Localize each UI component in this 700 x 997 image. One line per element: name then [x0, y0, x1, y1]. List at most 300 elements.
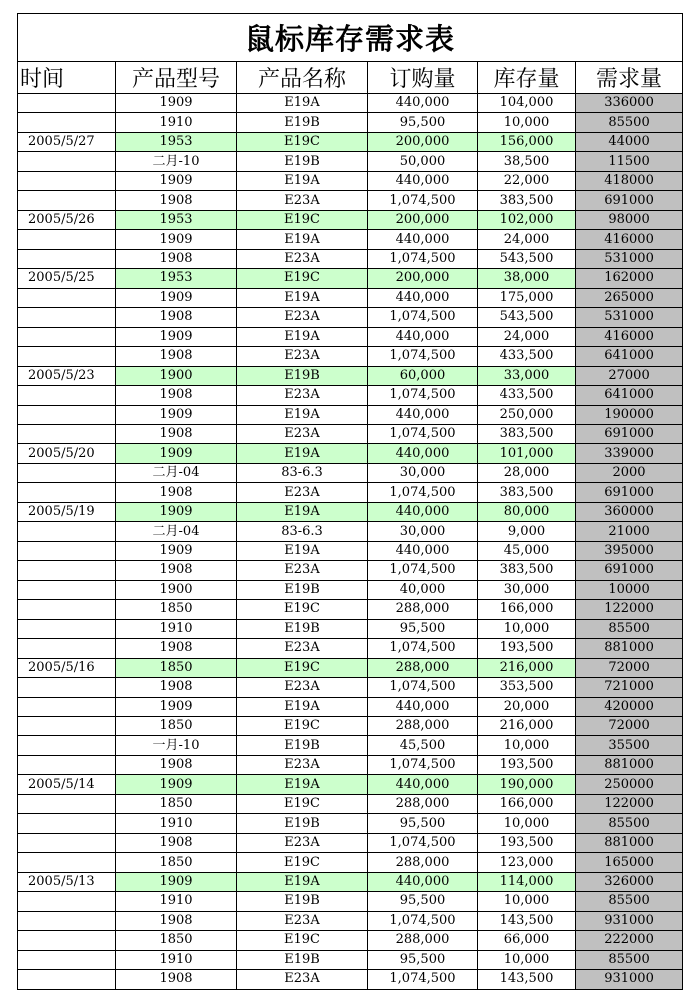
table-row: [18, 697, 683, 716]
cell-name: E19A: [237, 288, 368, 307]
cell-model: 1908: [116, 191, 237, 210]
cell-stock: 190,000: [478, 775, 576, 794]
table-row: [18, 580, 683, 599]
cell-name: E19A: [237, 502, 368, 521]
cell-name: E19C: [237, 132, 368, 151]
cell-order: 1,074,500: [368, 386, 478, 405]
cell-stock: 543,500: [478, 249, 576, 268]
cell-order: 440,000: [368, 288, 478, 307]
cell-model: 1850: [116, 853, 237, 872]
cell-time: [18, 833, 116, 852]
cell-demand: 10000: [576, 580, 683, 599]
cell-model: 1850: [116, 658, 237, 677]
cell-stock: 102,000: [478, 210, 576, 229]
cell-stock: 543,500: [478, 308, 576, 327]
cell-demand: 420000: [576, 697, 683, 716]
cell-time: 2005/5/16: [18, 658, 116, 677]
cell-time: [18, 892, 116, 911]
cell-name: E23A: [237, 191, 368, 210]
cell-demand: 531000: [576, 308, 683, 327]
cell-time: [18, 152, 116, 171]
table-row: [18, 210, 683, 229]
cell-order: 440,000: [368, 405, 478, 424]
cell-order: 30,000: [368, 463, 478, 482]
cell-model: 一月-10: [116, 736, 237, 755]
cell-order: 440,000: [368, 697, 478, 716]
cell-order: 95,500: [368, 619, 478, 638]
cell-stock: 10,000: [478, 736, 576, 755]
cell-time: 2005/5/19: [18, 502, 116, 521]
cell-name: E19C: [237, 658, 368, 677]
cell-demand: 265000: [576, 288, 683, 307]
cell-order: 1,074,500: [368, 424, 478, 443]
inventory-table: [17, 13, 683, 990]
cell-name: E19C: [237, 210, 368, 229]
cell-model: 1909: [116, 502, 237, 521]
cell-name: E23A: [237, 678, 368, 697]
cell-model: 1909: [116, 541, 237, 560]
cell-time: [18, 600, 116, 619]
table-row: [18, 950, 683, 969]
cell-demand: 85500: [576, 814, 683, 833]
cell-model: 1909: [116, 697, 237, 716]
table-row: [18, 892, 683, 911]
cell-time: [18, 424, 116, 443]
cell-stock: 193,500: [478, 755, 576, 774]
cell-time: [18, 249, 116, 268]
cell-time: [18, 580, 116, 599]
cell-name: E19A: [237, 94, 368, 113]
cell-stock: 193,500: [478, 833, 576, 852]
cell-time: [18, 911, 116, 930]
cell-demand: 85500: [576, 113, 683, 132]
cell-name: E23A: [237, 386, 368, 405]
cell-name: E23A: [237, 561, 368, 580]
cell-order: 1,074,500: [368, 678, 478, 697]
cell-model: 1909: [116, 405, 237, 424]
table-row: [18, 249, 683, 268]
header-stock: 库存量: [478, 62, 576, 94]
cell-demand: 122000: [576, 600, 683, 619]
cell-order: 95,500: [368, 113, 478, 132]
cell-time: [18, 308, 116, 327]
cell-order: 1,074,500: [368, 755, 478, 774]
cell-model: 1850: [116, 931, 237, 950]
cell-order: 440,000: [368, 327, 478, 346]
cell-demand: 85500: [576, 619, 683, 638]
cell-time: [18, 191, 116, 210]
cell-name: E19B: [237, 366, 368, 385]
cell-stock: 433,500: [478, 347, 576, 366]
cell-demand: 250000: [576, 775, 683, 794]
cell-order: 1,074,500: [368, 191, 478, 210]
cell-time: [18, 94, 116, 113]
cell-demand: 190000: [576, 405, 683, 424]
cell-demand: 98000: [576, 210, 683, 229]
cell-time: [18, 814, 116, 833]
cell-model: 1909: [116, 327, 237, 346]
cell-time: 2005/5/14: [18, 775, 116, 794]
cell-name: E19C: [237, 931, 368, 950]
cell-model: 1908: [116, 755, 237, 774]
cell-time: [18, 970, 116, 989]
cell-name: E23A: [237, 911, 368, 930]
cell-model: 1953: [116, 210, 237, 229]
cell-stock: 10,000: [478, 892, 576, 911]
cell-stock: 33,000: [478, 366, 576, 385]
inventory-sheet: [17, 13, 682, 990]
cell-order: 45,500: [368, 736, 478, 755]
cell-demand: 162000: [576, 269, 683, 288]
cell-time: [18, 561, 116, 580]
cell-demand: 531000: [576, 249, 683, 268]
cell-stock: 30,000: [478, 580, 576, 599]
cell-stock: 216,000: [478, 717, 576, 736]
cell-model: 1909: [116, 775, 237, 794]
cell-stock: 143,500: [478, 970, 576, 989]
cell-demand: 418000: [576, 171, 683, 190]
cell-order: 288,000: [368, 658, 478, 677]
table-title: 鼠标库存需求表: [18, 14, 683, 62]
cell-stock: 123,000: [478, 853, 576, 872]
cell-name: E19C: [237, 717, 368, 736]
cell-time: [18, 463, 116, 482]
cell-demand: 11500: [576, 152, 683, 171]
table-row: [18, 541, 683, 560]
cell-time: [18, 288, 116, 307]
cell-stock: 156,000: [478, 132, 576, 151]
cell-model: 1908: [116, 639, 237, 658]
cell-stock: 10,000: [478, 619, 576, 638]
cell-order: 1,074,500: [368, 911, 478, 930]
cell-model: 1908: [116, 561, 237, 580]
cell-order: 1,074,500: [368, 639, 478, 658]
cell-demand: 85500: [576, 950, 683, 969]
table-row: [18, 872, 683, 891]
cell-order: 95,500: [368, 814, 478, 833]
cell-demand: 336000: [576, 94, 683, 113]
cell-stock: 24,000: [478, 230, 576, 249]
cell-demand: 27000: [576, 366, 683, 385]
cell-demand: 339000: [576, 444, 683, 463]
cell-order: 1,074,500: [368, 970, 478, 989]
cell-demand: 931000: [576, 911, 683, 930]
cell-stock: 216,000: [478, 658, 576, 677]
table-row: [18, 911, 683, 930]
table-row: [18, 366, 683, 385]
cell-time: 2005/5/23: [18, 366, 116, 385]
cell-time: [18, 327, 116, 346]
cell-stock: 166,000: [478, 794, 576, 813]
cell-stock: 143,500: [478, 911, 576, 930]
cell-stock: 22,000: [478, 171, 576, 190]
header-time: 时间: [18, 62, 116, 94]
cell-name: E19C: [237, 269, 368, 288]
cell-time: [18, 386, 116, 405]
cell-model: 1908: [116, 249, 237, 268]
cell-name: E19A: [237, 405, 368, 424]
cell-order: 200,000: [368, 210, 478, 229]
table-row: [18, 931, 683, 950]
cell-order: 440,000: [368, 541, 478, 560]
header-row: [18, 62, 683, 94]
cell-name: E23A: [237, 424, 368, 443]
cell-stock: 20,000: [478, 697, 576, 716]
cell-order: 440,000: [368, 94, 478, 113]
cell-time: [18, 405, 116, 424]
cell-stock: 24,000: [478, 327, 576, 346]
table-row: [18, 113, 683, 132]
cell-name: E23A: [237, 833, 368, 852]
cell-model: 1910: [116, 619, 237, 638]
cell-order: 1,074,500: [368, 249, 478, 268]
cell-model: 1850: [116, 794, 237, 813]
table-row: [18, 327, 683, 346]
cell-model: 1908: [116, 911, 237, 930]
cell-order: 95,500: [368, 892, 478, 911]
cell-order: 30,000: [368, 522, 478, 541]
cell-time: [18, 347, 116, 366]
cell-stock: 383,500: [478, 561, 576, 580]
cell-stock: 101,000: [478, 444, 576, 463]
cell-order: 288,000: [368, 853, 478, 872]
cell-model: 二月-10: [116, 152, 237, 171]
table-row: [18, 191, 683, 210]
cell-demand: 21000: [576, 522, 683, 541]
cell-order: 288,000: [368, 600, 478, 619]
cell-demand: 44000: [576, 132, 683, 151]
cell-model: 1908: [116, 970, 237, 989]
cell-model: 二月-04: [116, 522, 237, 541]
cell-order: 1,074,500: [368, 483, 478, 502]
cell-name: E19A: [237, 444, 368, 463]
cell-time: [18, 483, 116, 502]
table-row: [18, 775, 683, 794]
cell-stock: 104,000: [478, 94, 576, 113]
cell-stock: 166,000: [478, 600, 576, 619]
table-row: [18, 600, 683, 619]
cell-demand: 641000: [576, 347, 683, 366]
cell-model: 1850: [116, 600, 237, 619]
cell-name: E19A: [237, 775, 368, 794]
cell-stock: 45,000: [478, 541, 576, 560]
cell-name: 83-6.3: [237, 522, 368, 541]
cell-order: 60,000: [368, 366, 478, 385]
cell-model: 1908: [116, 386, 237, 405]
cell-name: E23A: [237, 639, 368, 658]
cell-stock: 10,000: [478, 950, 576, 969]
table-row: [18, 171, 683, 190]
cell-demand: 691000: [576, 424, 683, 443]
cell-order: 40,000: [368, 580, 478, 599]
cell-time: 2005/5/25: [18, 269, 116, 288]
table-row: [18, 230, 683, 249]
cell-model: 1910: [116, 892, 237, 911]
cell-order: 288,000: [368, 794, 478, 813]
table-row: [18, 288, 683, 307]
cell-model: 1909: [116, 872, 237, 891]
cell-time: [18, 931, 116, 950]
cell-order: 440,000: [368, 872, 478, 891]
table-row: [18, 463, 683, 482]
cell-model: 1910: [116, 814, 237, 833]
table-row: [18, 814, 683, 833]
table-row: [18, 424, 683, 443]
cell-time: [18, 541, 116, 560]
cell-time: [18, 230, 116, 249]
table-row: [18, 658, 683, 677]
table-row: [18, 386, 683, 405]
cell-order: 1,074,500: [368, 833, 478, 852]
table-row: [18, 308, 683, 327]
cell-demand: 35500: [576, 736, 683, 755]
cell-time: [18, 853, 116, 872]
cell-time: [18, 950, 116, 969]
cell-demand: 360000: [576, 502, 683, 521]
table-row: [18, 347, 683, 366]
table-row: [18, 619, 683, 638]
cell-stock: 38,500: [478, 152, 576, 171]
cell-time: [18, 171, 116, 190]
cell-stock: 383,500: [478, 191, 576, 210]
cell-demand: 931000: [576, 970, 683, 989]
cell-name: E23A: [237, 308, 368, 327]
cell-demand: 721000: [576, 678, 683, 697]
cell-model: 二月-04: [116, 463, 237, 482]
cell-model: 1953: [116, 269, 237, 288]
cell-model: 1908: [116, 308, 237, 327]
cell-demand: 416000: [576, 230, 683, 249]
cell-stock: 28,000: [478, 463, 576, 482]
cell-stock: 353,500: [478, 678, 576, 697]
cell-time: [18, 717, 116, 736]
cell-demand: 395000: [576, 541, 683, 560]
cell-order: 440,000: [368, 502, 478, 521]
cell-name: E19A: [237, 697, 368, 716]
cell-order: 200,000: [368, 269, 478, 288]
cell-model: 1953: [116, 132, 237, 151]
cell-name: E19B: [237, 619, 368, 638]
cell-order: 1,074,500: [368, 347, 478, 366]
cell-name: E19B: [237, 152, 368, 171]
cell-order: 50,000: [368, 152, 478, 171]
cell-name: E19C: [237, 853, 368, 872]
cell-order: 1,074,500: [368, 308, 478, 327]
cell-name: E19B: [237, 113, 368, 132]
cell-model: 1908: [116, 678, 237, 697]
cell-name: E19A: [237, 872, 368, 891]
cell-name: E23A: [237, 483, 368, 502]
cell-order: 440,000: [368, 444, 478, 463]
cell-time: [18, 639, 116, 658]
cell-demand: 122000: [576, 794, 683, 813]
cell-demand: 881000: [576, 833, 683, 852]
table-body: [18, 94, 683, 990]
cell-name: E19B: [237, 950, 368, 969]
cell-model: 1909: [116, 171, 237, 190]
cell-demand: 72000: [576, 717, 683, 736]
header-order: 订购量: [368, 62, 478, 94]
cell-time: [18, 678, 116, 697]
header-demand: 需求量: [576, 62, 683, 94]
cell-stock: 9,000: [478, 522, 576, 541]
table-row: [18, 269, 683, 288]
cell-model: 1900: [116, 366, 237, 385]
cell-name: E19B: [237, 580, 368, 599]
cell-model: 1908: [116, 483, 237, 502]
table-row: [18, 561, 683, 580]
cell-demand: 641000: [576, 386, 683, 405]
cell-model: 1900: [116, 580, 237, 599]
cell-order: 440,000: [368, 171, 478, 190]
cell-time: [18, 522, 116, 541]
cell-name: E19C: [237, 600, 368, 619]
cell-name: E19B: [237, 892, 368, 911]
cell-name: E23A: [237, 249, 368, 268]
table-row: [18, 483, 683, 502]
cell-order: 440,000: [368, 230, 478, 249]
table-row: [18, 132, 683, 151]
table-row: [18, 755, 683, 774]
cell-demand: 691000: [576, 561, 683, 580]
cell-time: [18, 794, 116, 813]
cell-stock: 433,500: [478, 386, 576, 405]
cell-demand: 416000: [576, 327, 683, 346]
cell-stock: 175,000: [478, 288, 576, 307]
cell-demand: 326000: [576, 872, 683, 891]
cell-time: [18, 619, 116, 638]
cell-demand: 222000: [576, 931, 683, 950]
cell-name: E19A: [237, 327, 368, 346]
table-row: [18, 405, 683, 424]
cell-demand: 72000: [576, 658, 683, 677]
header-name: 产品名称: [237, 62, 368, 94]
cell-time: 2005/5/13: [18, 872, 116, 891]
cell-demand: 881000: [576, 639, 683, 658]
cell-stock: 66,000: [478, 931, 576, 950]
table-row: [18, 94, 683, 113]
cell-name: E19C: [237, 794, 368, 813]
cell-demand: 881000: [576, 755, 683, 774]
table-row: [18, 444, 683, 463]
cell-stock: 10,000: [478, 814, 576, 833]
table-row: [18, 794, 683, 813]
cell-model: 1909: [116, 444, 237, 463]
cell-time: [18, 113, 116, 132]
cell-model: 1850: [116, 717, 237, 736]
cell-stock: 80,000: [478, 502, 576, 521]
table-row: [18, 717, 683, 736]
cell-stock: 193,500: [478, 639, 576, 658]
table-row: [18, 152, 683, 171]
table-row: [18, 853, 683, 872]
table-row: [18, 833, 683, 852]
cell-stock: 250,000: [478, 405, 576, 424]
cell-stock: 10,000: [478, 113, 576, 132]
cell-stock: 383,500: [478, 483, 576, 502]
cell-name: E19B: [237, 814, 368, 833]
cell-time: [18, 697, 116, 716]
title-row: [18, 14, 683, 62]
header-model: 产品型号: [116, 62, 237, 94]
cell-time: 2005/5/20: [18, 444, 116, 463]
cell-time: [18, 736, 116, 755]
cell-demand: 691000: [576, 191, 683, 210]
cell-time: 2005/5/27: [18, 132, 116, 151]
cell-model: 1909: [116, 94, 237, 113]
table-row: [18, 522, 683, 541]
cell-stock: 38,000: [478, 269, 576, 288]
